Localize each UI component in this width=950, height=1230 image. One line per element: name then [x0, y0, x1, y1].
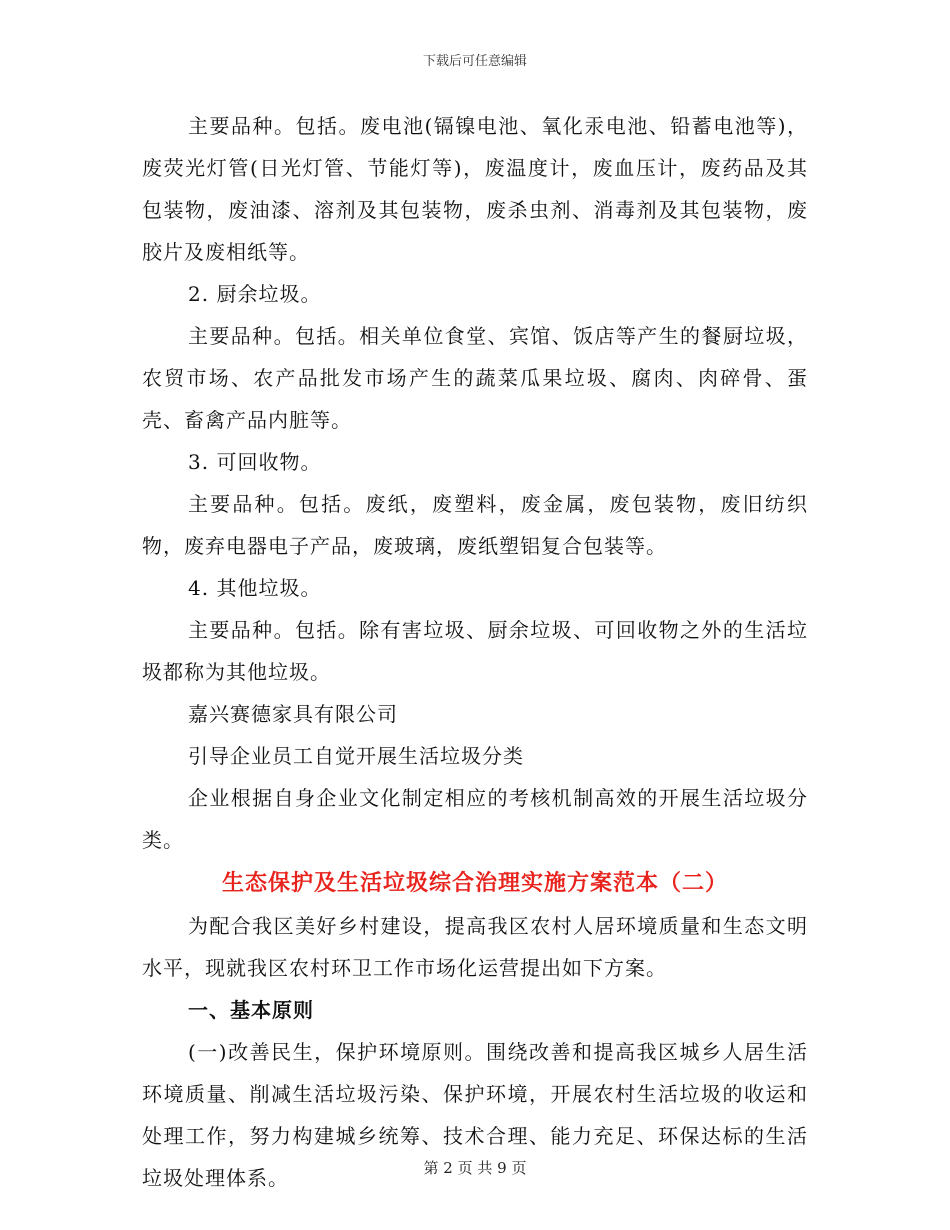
paragraph-kitchen-items: 主要品种。包括。相关单位食堂、宾馆、饭店等产生的餐厨垃圾，农贸市场、农产品批发市场产生的蔬菜瓜果垃圾、腐肉、肉碎骨、蛋壳、畜禽产品内脏等。: [142, 324, 808, 432]
page-header: 下载后可任意编辑: [422, 54, 527, 69]
company-guidance: 引导企业员工自觉开展生活垃圾分类: [188, 744, 524, 768]
heading-kitchen-waste: 2. 厨余垃圾。: [188, 282, 322, 306]
intro-paragraph: 为配合我区美好乡村建设，提高我区农村人居环境质量和生态文明水平，现就我区农村环卫工作市场化运营提出如下方案。: [142, 914, 808, 980]
company-name: 嘉兴赛德家具有限公司: [188, 702, 398, 726]
heading-basic-principles: 一、基本原则: [188, 998, 314, 1022]
heading-other-waste: 4. 其他垃圾。: [188, 576, 322, 600]
page-number: 第 2 页 共 9 页: [423, 1159, 527, 1177]
principle-one: (一)改善民生，保护环境原则。围绕改善和提高我区城乡人居生活环境质量、削减生活垃圾污染、保护环境，开展农村生活垃圾的收运和处理工作，努力构建城乡统筹、技术合理、能力充足、环保达标的生活垃圾处理体系。: [142, 1040, 808, 1190]
paragraph-recyclable-items: 主要品种。包括。废纸，废塑料，废金属，废包装物，废旧纺织物，废弃电器电子产品，废玻璃，废纸塑铝复合包装等。: [142, 492, 808, 558]
document-body: [142, 105, 808, 1199]
paragraph-hazardous-items: 主要品种。包括。废电池(镉镍电池、氧化汞电池、铅蓄电池等)，废荧光灯管(日光灯管、节能灯等)，废温度计，废血压计，废药品及其包装物，废油漆、溶剂及其包装物，废杀虫剂、消毒剂及其包装物，废胶片及废相纸等。: [142, 114, 808, 264]
section-title: 生态保护及生活垃圾综合治理实施方案范本（二）: [221, 870, 728, 896]
heading-recyclables: 3. 可回收物。: [188, 450, 322, 474]
company-mechanism: 企业根据自身企业文化制定相应的考核机制高效的开展生活垃圾分类。: [142, 786, 808, 852]
paragraph-other-items: 主要品种。包括。除有害垃圾、厨余垃圾、可回收物之外的生活垃圾都称为其他垃圾。: [142, 618, 808, 684]
